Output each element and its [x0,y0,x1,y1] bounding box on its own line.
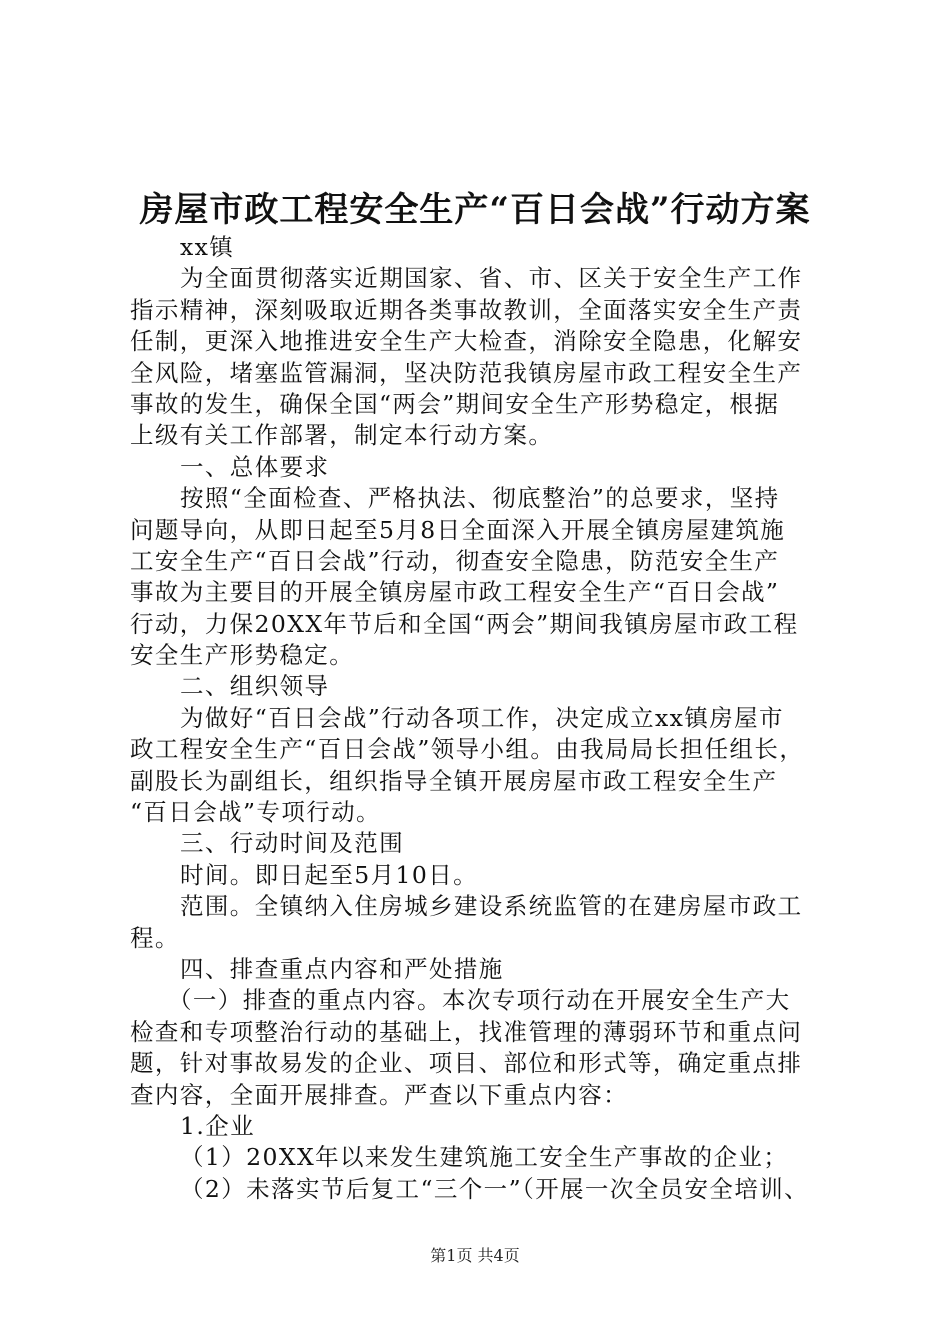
section-heading: 二、组织领导 [180,672,330,701]
paragraph-line: 副股长为副组长，组织指导全镇开展房屋市政工程安全生产 [130,766,778,795]
issuer-line: xx镇 [180,233,235,261]
paragraph-line: 为做好“百日会战”行动各项工作，决定成立xx镇房屋市 [180,703,784,732]
paragraph-line: 题，针对事故易发的企业、项目、部位和形式等，确定重点排 [130,1049,803,1078]
paragraph-line: 查内容，全面开展排查。严查以下重点内容： [130,1080,628,1109]
paragraph-line: 任制，更深入地推进安全生产大检查，消除安全隐患，化解安 [130,327,803,356]
paragraph-line: 工安全生产“百日会战”行动，彻查安全隐患，防范安全生产 [130,546,780,575]
paragraph-line: 检查和专项整治行动的基础上，找准管理的薄弱环节和重点问 [130,1017,803,1046]
paragraph-line: 上级有关工作部署，制定本行动方案。 [130,421,554,450]
paragraph-line: 安全生产形势稳定。 [130,641,355,670]
section-heading: 四、排查重点内容和严处措施 [180,954,504,983]
paragraph-line: 程。 [130,923,180,952]
list-item: （2）未落实节后复工“三个一”（开展一次全员安全培训、 [180,1174,810,1203]
paragraph-line: 全风险，堵塞监管漏洞，坚决防范我镇房屋市政工程安全生产 [130,358,803,387]
paragraph-line: “百日会战”专项行动。 [130,798,381,827]
document-title: 房屋市政工程安全生产“百日会战”行动方案 [139,190,811,230]
document-body [130,232,832,1205]
paragraph-line: 为全面贯彻落实近期国家、省、市、区关于安全生产工作 [180,264,803,293]
paragraph-line: （一）排查的重点内容。本次专项行动在开展安全生产大 [168,986,791,1015]
paragraph-line: 政工程安全生产“百日会战”领导小组。由我局局长担任组长， [130,735,805,764]
paragraph-line: 事故为主要目的开展全镇房屋市政工程安全生产“百日会战” [130,578,780,607]
subsection-heading: 1.企业 [180,1111,256,1140]
section-heading: 三、行动时间及范围 [180,829,405,858]
paragraph-line: 范围。全镇纳入住房城乡建设系统监管的在建房屋市政工 [180,892,803,921]
paragraph-line: 时间。即日起至5月10日。 [180,860,479,889]
paragraph-line: 事故的发生，确保全国“两会”期间安全生产形势稳定，根据 [130,389,780,418]
paragraph-line: 问题导向，从即日起至5月8日全面深入开展全镇房屋建筑施 [130,515,786,544]
paragraph-line: 指示精神，深刻吸取近期各类事故教训，全面落实安全生产责 [130,295,803,324]
page-number: 第1页 共4页 [430,1246,520,1265]
paragraph-line: 行动，力保20XX年节后和全国“两会”期间我镇房屋市政工程 [130,609,799,638]
section-heading: 一、总体要求 [180,452,330,481]
list-item: （1）20XX年以来发生建筑施工安全生产事故的企业； [180,1143,789,1172]
paragraph-line: 按照“全面检查、严格执法、彻底整治”的总要求，坚持 [180,484,780,513]
